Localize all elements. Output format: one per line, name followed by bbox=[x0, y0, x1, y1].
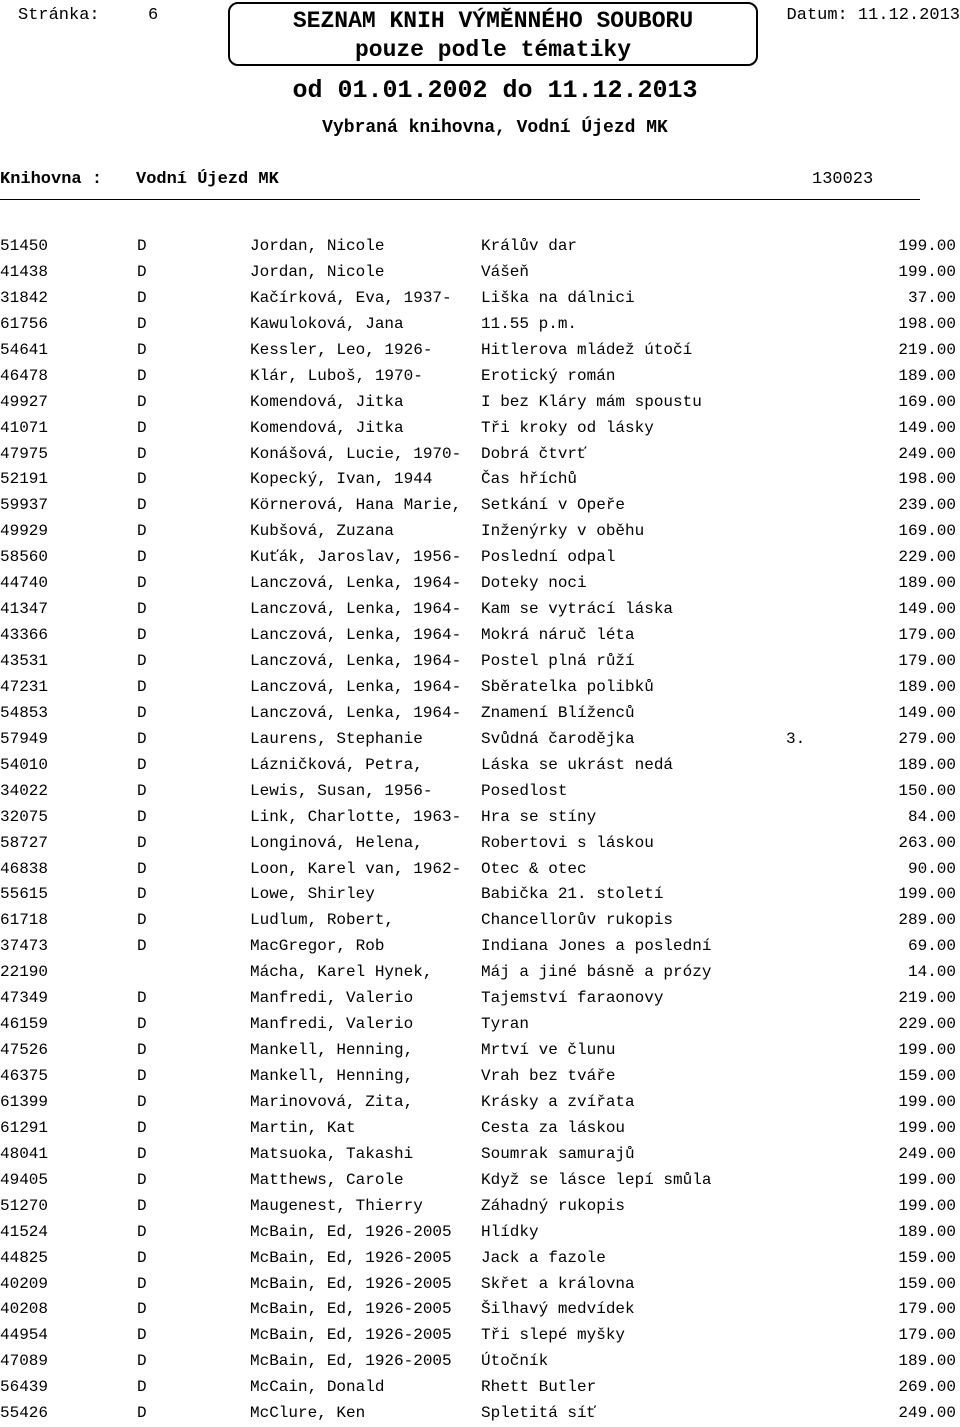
book-title: Hitlerova mládež útočí bbox=[481, 340, 693, 359]
book-author: Komendová, Jitka bbox=[250, 418, 404, 437]
book-price: 179.00 bbox=[898, 626, 956, 645]
table-row bbox=[0, 1038, 960, 1064]
book-type: D bbox=[137, 392, 147, 411]
book-price: 249.00 bbox=[898, 444, 956, 463]
table-row bbox=[0, 623, 960, 649]
book-id: 41347 bbox=[0, 600, 49, 619]
book-type: D bbox=[137, 937, 147, 956]
book-type: D bbox=[137, 1144, 147, 1163]
book-title: Šilhavý medvídek bbox=[481, 1300, 635, 1319]
book-title: Rhett Butler bbox=[481, 1378, 597, 1397]
book-id: 57949 bbox=[0, 729, 49, 748]
book-author: McBain, Ed, 1926-2005 bbox=[250, 1274, 452, 1293]
book-author: Lanczová, Lenka, 1964- bbox=[250, 626, 462, 645]
library-name: Vodní Újezd MK bbox=[136, 170, 279, 189]
book-price: 269.00 bbox=[898, 1378, 956, 1397]
book-id: 47526 bbox=[0, 1041, 49, 1060]
book-title: Inženýrky v oběhu bbox=[481, 522, 645, 541]
book-title: Mrtví ve člunu bbox=[481, 1041, 616, 1060]
book-author: Longinová, Helena, bbox=[250, 833, 423, 852]
page-number: 6 bbox=[148, 6, 159, 25]
book-price: 189.00 bbox=[898, 366, 956, 385]
book-author: Kopecký, Ivan, 1944 bbox=[250, 470, 433, 489]
book-id: 54010 bbox=[0, 755, 49, 774]
book-author: Ludlum, Robert, bbox=[250, 911, 395, 930]
book-type: D bbox=[137, 626, 147, 645]
book-title: Robertovi s láskou bbox=[481, 833, 654, 852]
book-type: D bbox=[137, 1196, 147, 1215]
book-id: 54853 bbox=[0, 703, 49, 722]
book-title: Erotický román bbox=[481, 366, 616, 385]
book-price: 169.00 bbox=[898, 392, 956, 411]
table-row bbox=[0, 960, 960, 986]
date-range: od 01.01.2002 do 11.12.2013 bbox=[292, 76, 698, 105]
book-title: Láska se ukrást nedá bbox=[481, 755, 674, 774]
book-id: 61756 bbox=[0, 314, 49, 333]
book-title: Když se lásce lepí smůla bbox=[481, 1170, 712, 1189]
book-id: 22190 bbox=[0, 963, 49, 982]
table-row bbox=[0, 857, 960, 883]
book-id: 59937 bbox=[0, 496, 49, 515]
book-id: 47975 bbox=[0, 444, 49, 463]
table-row bbox=[0, 1012, 960, 1038]
book-type: D bbox=[137, 885, 147, 904]
book-title: Čas hříchů bbox=[481, 470, 578, 489]
book-type: D bbox=[137, 496, 147, 515]
book-title: Soumrak samurajů bbox=[481, 1144, 635, 1163]
book-id: 54641 bbox=[0, 340, 49, 359]
book-title: Postel plná růží bbox=[481, 652, 635, 670]
book-type: D bbox=[137, 1092, 147, 1111]
table-row bbox=[0, 597, 960, 623]
book-title: Sběratelka polibků bbox=[481, 677, 654, 696]
book-title: Cesta za láskou bbox=[481, 1118, 626, 1137]
book-author: Lázničková, Petra, bbox=[250, 755, 423, 774]
book-type: D bbox=[137, 1015, 147, 1034]
table-row bbox=[0, 675, 960, 701]
book-price: 189.00 bbox=[898, 1222, 956, 1241]
book-id: 55615 bbox=[0, 885, 49, 904]
book-type: D bbox=[137, 703, 147, 722]
table-row bbox=[0, 234, 960, 260]
table-row bbox=[0, 1090, 960, 1116]
book-type: D bbox=[137, 1118, 147, 1137]
table-row bbox=[0, 1323, 960, 1349]
book-type: D bbox=[137, 1248, 147, 1267]
book-price: 179.00 bbox=[898, 1326, 956, 1345]
book-id: 34022 bbox=[0, 781, 49, 800]
book-title: 11.55 p.m. bbox=[481, 314, 578, 333]
library-row bbox=[0, 170, 279, 189]
book-price: 199.00 bbox=[898, 262, 956, 281]
book-title: Tři kroky od lásky bbox=[481, 418, 654, 437]
book-type: D bbox=[137, 833, 147, 852]
book-price: 219.00 bbox=[898, 989, 956, 1008]
selected-library: Vybraná knihovna, Vodní Újezd MK bbox=[322, 118, 668, 138]
table-row bbox=[0, 701, 960, 727]
book-author: Manfredi, Valerio bbox=[250, 989, 414, 1008]
book-type: D bbox=[137, 288, 147, 307]
book-type: D bbox=[137, 418, 147, 437]
book-price: 199.00 bbox=[898, 1092, 956, 1111]
table-row bbox=[0, 545, 960, 571]
book-title: Máj a jiné básně a prózy bbox=[481, 963, 712, 982]
book-author: Klár, Luboš, 1970- bbox=[250, 366, 423, 385]
page-indicator bbox=[18, 6, 158, 25]
book-title: Mokrá náruč léta bbox=[481, 626, 635, 645]
book-author: Lanczová, Lenka, 1964- bbox=[250, 677, 462, 696]
book-price: 199.00 bbox=[898, 237, 956, 255]
book-id: 52191 bbox=[0, 470, 49, 489]
book-title: Skřet a královna bbox=[481, 1274, 635, 1293]
book-type: D bbox=[137, 1404, 147, 1423]
book-title: Útočník bbox=[481, 1352, 549, 1371]
page-label: Stránka: bbox=[18, 6, 100, 25]
book-id: 51270 bbox=[0, 1196, 49, 1215]
book-price: 179.00 bbox=[898, 1300, 956, 1319]
book-title: Spletitá síť bbox=[481, 1404, 597, 1423]
book-title: Znamení Blíženců bbox=[481, 703, 635, 722]
book-type: D bbox=[137, 1352, 147, 1371]
book-author: Kačírková, Eva, 1937- bbox=[250, 288, 452, 307]
book-author: Lowe, Shirley bbox=[250, 885, 375, 904]
book-type: D bbox=[137, 600, 147, 619]
book-author: Martin, Kat bbox=[250, 1118, 356, 1137]
book-price: 150.00 bbox=[898, 781, 956, 800]
table-row bbox=[0, 1272, 960, 1298]
book-price: 199.00 bbox=[898, 1170, 956, 1189]
book-author: Marinovová, Zita, bbox=[250, 1092, 414, 1111]
library-label: Knihovna : bbox=[0, 170, 103, 189]
book-id: 40209 bbox=[0, 1274, 49, 1293]
book-type: D bbox=[137, 1326, 147, 1345]
book-type: D bbox=[137, 237, 147, 255]
book-price: 149.00 bbox=[898, 703, 956, 722]
book-id: 32075 bbox=[0, 807, 49, 826]
book-id: 58727 bbox=[0, 833, 49, 852]
book-id: 43366 bbox=[0, 626, 49, 645]
book-title: Babička 21. století bbox=[481, 885, 664, 904]
book-price: 198.00 bbox=[898, 470, 956, 489]
book-price: 198.00 bbox=[898, 314, 956, 333]
book-author: Kawuloková, Jana bbox=[250, 314, 404, 333]
book-price: 199.00 bbox=[898, 885, 956, 904]
report-title: SEZNAM KNIH VÝMĚNNÉHO SOUBORU bbox=[292, 8, 694, 34]
book-author: Körnerová, Hana Marie, bbox=[250, 496, 462, 515]
table-row bbox=[0, 882, 960, 908]
book-title: I bez Kláry mám spoustu bbox=[481, 392, 702, 411]
book-author: Kubšová, Zuzana bbox=[250, 522, 395, 541]
book-price: 229.00 bbox=[898, 1015, 956, 1034]
book-volume: 3. bbox=[786, 729, 806, 748]
book-price: 199.00 bbox=[898, 1118, 956, 1137]
book-id: 51450 bbox=[0, 237, 49, 255]
book-title: Chancellorův rukopis bbox=[481, 911, 674, 930]
book-id: 47231 bbox=[0, 677, 49, 696]
book-author: Link, Charlotte, 1963- bbox=[250, 807, 462, 826]
book-id: 41071 bbox=[0, 418, 49, 437]
book-title: Setkání v Opeře bbox=[481, 496, 626, 515]
report-subtitle: pouze podle tématiky bbox=[354, 37, 632, 63]
book-title: Krásky a zvířata bbox=[481, 1092, 635, 1111]
book-title: Králův dar bbox=[481, 237, 578, 255]
table-row bbox=[0, 493, 960, 519]
book-type: D bbox=[137, 314, 147, 333]
book-type: D bbox=[137, 677, 147, 696]
book-id: 41524 bbox=[0, 1222, 49, 1241]
table-row bbox=[0, 753, 960, 779]
book-type: D bbox=[137, 1067, 147, 1085]
book-type: D bbox=[137, 1170, 147, 1189]
table-row bbox=[0, 779, 960, 805]
book-id: 56439 bbox=[0, 1378, 49, 1397]
book-title: Indiana Jones a poslední bbox=[481, 937, 712, 956]
book-price: 279.00 bbox=[898, 729, 956, 748]
table-row bbox=[0, 1142, 960, 1168]
book-price: 159.00 bbox=[898, 1067, 956, 1085]
book-title: Tajemství faraonovy bbox=[481, 989, 664, 1008]
book-title: Liška na dálnici bbox=[481, 288, 635, 307]
table-row bbox=[0, 831, 960, 857]
book-price: 219.00 bbox=[898, 340, 956, 359]
table-row bbox=[0, 649, 960, 675]
book-type: D bbox=[137, 781, 147, 800]
table-row bbox=[0, 286, 960, 312]
book-type: D bbox=[137, 989, 147, 1008]
book-type: D bbox=[137, 859, 147, 878]
table-row bbox=[0, 1401, 960, 1427]
book-id: 47349 bbox=[0, 989, 49, 1008]
book-price: 229.00 bbox=[898, 548, 956, 567]
book-author: Matsuoka, Takashi bbox=[250, 1144, 414, 1163]
book-list bbox=[0, 234, 960, 1427]
book-title: Tyran bbox=[481, 1015, 530, 1034]
book-type: D bbox=[137, 1041, 147, 1060]
book-price: 189.00 bbox=[898, 1352, 956, 1371]
book-price: 249.00 bbox=[898, 1144, 956, 1163]
book-id: 44825 bbox=[0, 1248, 49, 1267]
book-id: 49405 bbox=[0, 1170, 49, 1189]
book-author: Kessler, Leo, 1926- bbox=[250, 340, 433, 359]
book-author: Laurens, Stephanie bbox=[250, 729, 423, 748]
table-row bbox=[0, 1349, 960, 1375]
book-author: Matthews, Carole bbox=[250, 1170, 404, 1189]
table-row bbox=[0, 1375, 960, 1401]
book-type: D bbox=[137, 548, 147, 567]
book-id: 44954 bbox=[0, 1326, 49, 1345]
book-id: 55426 bbox=[0, 1404, 49, 1423]
book-price: 84.00 bbox=[907, 807, 956, 826]
book-price: 189.00 bbox=[898, 755, 956, 774]
book-author: McBain, Ed, 1926-2005 bbox=[250, 1222, 452, 1241]
book-id: 48041 bbox=[0, 1144, 49, 1163]
book-id: 41438 bbox=[0, 262, 49, 281]
book-title: Doteky noci bbox=[481, 574, 587, 593]
book-author: McBain, Ed, 1926-2005 bbox=[250, 1352, 452, 1371]
book-price: 159.00 bbox=[898, 1248, 956, 1267]
book-author: Mankell, Henning, bbox=[250, 1041, 414, 1060]
table-row bbox=[0, 1246, 960, 1272]
report-title-box bbox=[228, 2, 758, 66]
book-id: 61291 bbox=[0, 1118, 49, 1137]
table-row bbox=[0, 571, 960, 597]
book-author: McBain, Ed, 1926-2005 bbox=[250, 1300, 452, 1319]
table-row bbox=[0, 1064, 960, 1090]
book-author: McBain, Ed, 1926-2005 bbox=[250, 1326, 452, 1345]
book-type: D bbox=[137, 911, 147, 930]
book-title: Poslední odpal bbox=[481, 548, 616, 567]
book-title: Dobrá čtvrť bbox=[481, 444, 587, 463]
library-code: 130023 bbox=[812, 170, 874, 189]
table-row bbox=[0, 467, 960, 493]
table-row bbox=[0, 934, 960, 960]
book-title: Hlídky bbox=[481, 1222, 539, 1241]
book-title: Záhadný rukopis bbox=[481, 1196, 626, 1215]
book-author: Mankell, Henning, bbox=[250, 1067, 414, 1085]
table-row bbox=[0, 1297, 960, 1323]
date-label: Datum: bbox=[786, 6, 848, 25]
table-row bbox=[0, 312, 960, 338]
book-id: 31842 bbox=[0, 288, 49, 307]
book-author: McClure, Ken bbox=[250, 1404, 366, 1423]
book-price: 14.00 bbox=[907, 963, 956, 982]
book-price: 69.00 bbox=[907, 937, 956, 956]
table-row bbox=[0, 260, 960, 286]
book-id: 49929 bbox=[0, 522, 49, 541]
table-row bbox=[0, 1168, 960, 1194]
book-type: D bbox=[137, 1300, 147, 1319]
book-price: 37.00 bbox=[907, 288, 956, 307]
book-type: D bbox=[137, 652, 147, 670]
book-price: 90.00 bbox=[907, 859, 956, 878]
book-price: 149.00 bbox=[898, 418, 956, 437]
book-type: D bbox=[137, 729, 147, 748]
book-id: 46375 bbox=[0, 1067, 49, 1085]
book-id: 40208 bbox=[0, 1300, 49, 1319]
table-row bbox=[0, 1194, 960, 1220]
book-id: 43531 bbox=[0, 652, 49, 670]
book-title: Tři slepé myšky bbox=[481, 1326, 626, 1345]
book-id: 61718 bbox=[0, 911, 49, 930]
book-id: 44740 bbox=[0, 574, 49, 593]
book-price: 179.00 bbox=[898, 652, 956, 670]
book-price: 199.00 bbox=[898, 1196, 956, 1215]
book-id: 46159 bbox=[0, 1015, 49, 1034]
table-row bbox=[0, 416, 960, 442]
book-id: 49927 bbox=[0, 392, 49, 411]
book-author: Lewis, Susan, 1956- bbox=[250, 781, 433, 800]
book-type: D bbox=[137, 1222, 147, 1241]
book-id: 46838 bbox=[0, 859, 49, 878]
book-author: Lanczová, Lenka, 1964- bbox=[250, 703, 462, 722]
table-row bbox=[0, 805, 960, 831]
book-id: 37473 bbox=[0, 937, 49, 956]
book-id: 61399 bbox=[0, 1092, 49, 1111]
book-price: 289.00 bbox=[898, 911, 956, 930]
book-author: Loon, Karel van, 1962- bbox=[250, 859, 462, 878]
table-row bbox=[0, 727, 960, 753]
table-row bbox=[0, 364, 960, 390]
book-id: 58560 bbox=[0, 548, 49, 567]
book-title: Vrah bez tváře bbox=[481, 1067, 616, 1085]
table-row bbox=[0, 1116, 960, 1142]
report-date bbox=[787, 6, 960, 25]
table-row bbox=[0, 519, 960, 545]
book-price: 263.00 bbox=[898, 833, 956, 852]
book-author: Jordan, Nicole bbox=[250, 262, 385, 281]
table-row bbox=[0, 1220, 960, 1246]
book-author: Maugenest, Thierry bbox=[250, 1196, 423, 1215]
table-row bbox=[0, 986, 960, 1012]
book-type: D bbox=[137, 340, 147, 359]
book-price: 199.00 bbox=[898, 1041, 956, 1060]
book-id: 47089 bbox=[0, 1352, 49, 1371]
book-author: Mácha, Karel Hynek, bbox=[250, 963, 433, 982]
book-price: 249.00 bbox=[898, 1404, 956, 1423]
book-author: McBain, Ed, 1926-2005 bbox=[250, 1248, 452, 1267]
table-row bbox=[0, 442, 960, 468]
book-price: 149.00 bbox=[898, 600, 956, 619]
book-author: Jordan, Nicole bbox=[250, 237, 385, 255]
book-price: 159.00 bbox=[898, 1274, 956, 1293]
book-title: Svůdná čarodějka bbox=[481, 729, 635, 748]
table-row bbox=[0, 908, 960, 934]
book-type: D bbox=[137, 262, 147, 281]
book-price: 189.00 bbox=[898, 677, 956, 696]
book-type: D bbox=[137, 444, 147, 463]
book-title: Otec & otec bbox=[481, 859, 587, 878]
book-author: Lanczová, Lenka, 1964- bbox=[250, 652, 462, 670]
book-type: D bbox=[137, 470, 147, 489]
book-author: Komendová, Jitka bbox=[250, 392, 404, 411]
book-author: Lanczová, Lenka, 1964- bbox=[250, 600, 462, 619]
table-row bbox=[0, 338, 960, 364]
date-value: 11.12.2013 bbox=[857, 6, 960, 25]
book-author: Lanczová, Lenka, 1964- bbox=[250, 574, 462, 593]
book-price: 169.00 bbox=[898, 522, 956, 541]
book-author: McCain, Donald bbox=[250, 1378, 385, 1397]
book-author: Kuťák, Jaroslav, 1956- bbox=[250, 548, 462, 567]
book-type: D bbox=[137, 522, 147, 541]
book-type: D bbox=[137, 1378, 147, 1397]
book-type: D bbox=[137, 807, 147, 826]
book-author: MacGregor, Rob bbox=[250, 937, 385, 956]
book-title: Posedlost bbox=[481, 781, 568, 800]
book-author: Manfredi, Valerio bbox=[250, 1015, 414, 1034]
book-type: D bbox=[137, 574, 147, 593]
book-type: D bbox=[137, 1274, 147, 1293]
table-row bbox=[0, 390, 960, 416]
book-title: Jack a fazole bbox=[481, 1248, 606, 1267]
book-type: D bbox=[137, 366, 147, 385]
book-type: D bbox=[137, 755, 147, 774]
book-title: Hra se stíny bbox=[481, 807, 597, 826]
book-title: Kam se vytrácí láska bbox=[481, 600, 674, 619]
book-title: Vášeň bbox=[481, 262, 530, 281]
book-id: 46478 bbox=[0, 366, 49, 385]
book-price: 189.00 bbox=[898, 574, 956, 593]
book-author: Konášová, Lucie, 1970- bbox=[250, 444, 462, 463]
book-price: 239.00 bbox=[898, 496, 956, 515]
header-divider bbox=[0, 199, 920, 200]
